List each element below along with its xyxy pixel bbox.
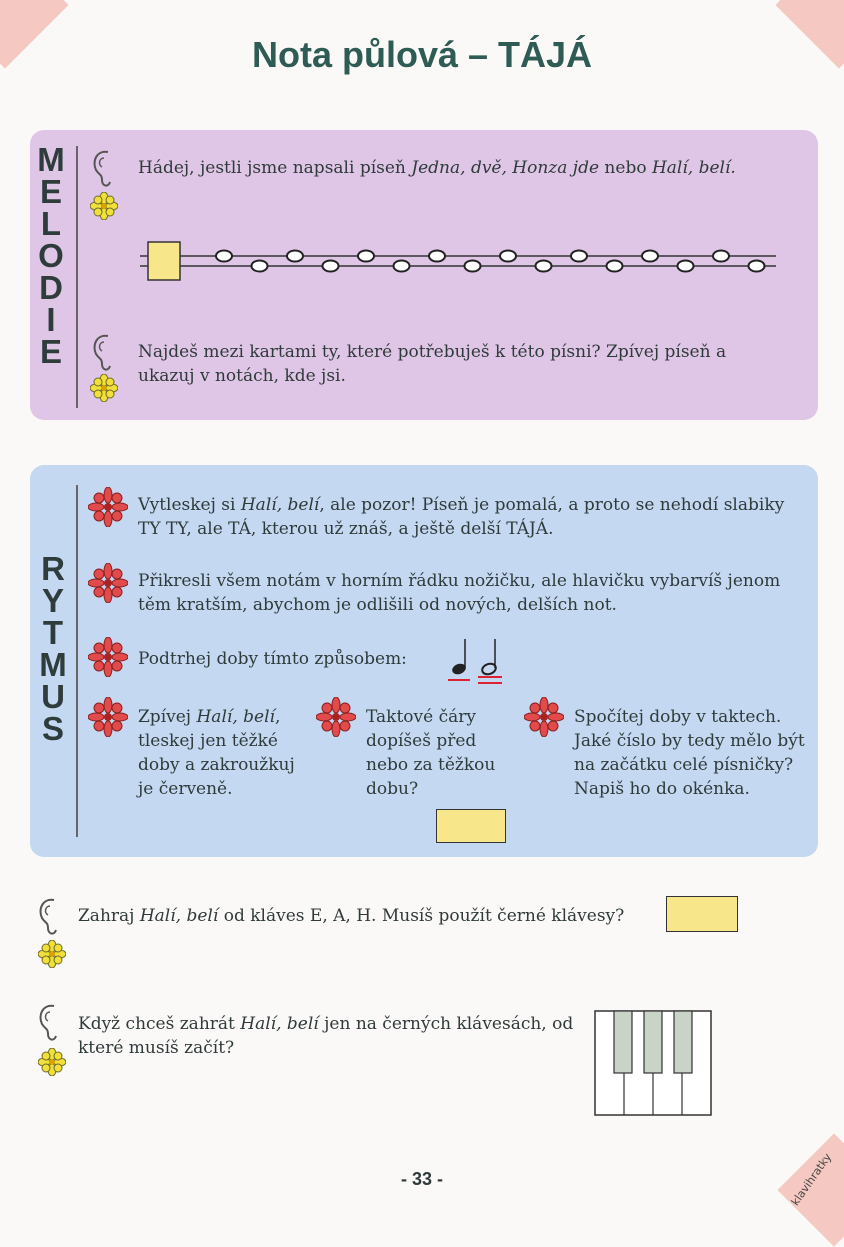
page-number: - 33 - bbox=[400, 1169, 443, 1189]
rytmus-divider bbox=[76, 485, 78, 837]
bottom-question-2: Když chceš zahrát Halí, belí jen na černých klávesách, od které musíš začít? bbox=[78, 1014, 574, 1058]
note-head[interactable] bbox=[678, 261, 694, 272]
staff-answer-box[interactable] bbox=[148, 242, 180, 280]
vertical-letter: T bbox=[42, 614, 64, 651]
red-flower-icon bbox=[88, 563, 128, 603]
melodie-vertical-label bbox=[36, 141, 66, 370]
note-example-icon bbox=[442, 635, 512, 687]
rytmus-item-1: Vytleskej si Halí, belí, ale pozor! Píseň je pomalá, a proto se nehodí slabiky TY TY, ale TÁ, kterou už znáš, a ještě delší TÁJÁ. bbox=[138, 495, 785, 539]
time-signature-answer-box[interactable] bbox=[436, 809, 506, 843]
vertical-letter: S bbox=[41, 710, 64, 747]
ear-icon bbox=[90, 148, 116, 192]
note-head[interactable] bbox=[536, 261, 552, 272]
rytmus-item-3: Podtrhej doby tímto způsobem: bbox=[138, 649, 407, 669]
vertical-letter: M bbox=[37, 141, 65, 178]
vertical-letter: O bbox=[38, 237, 64, 274]
red-flower-icon bbox=[88, 487, 128, 527]
rytmus-panel bbox=[30, 465, 818, 857]
yellow-flower-icon bbox=[38, 940, 66, 968]
note-head[interactable] bbox=[571, 251, 587, 262]
vertical-letter: E bbox=[39, 173, 62, 210]
vertical-letter: L bbox=[40, 205, 62, 242]
black-key[interactable] bbox=[644, 1011, 662, 1073]
note-head[interactable] bbox=[323, 261, 339, 272]
vertical-letter: R bbox=[41, 550, 65, 587]
note-head[interactable] bbox=[429, 251, 445, 262]
vertical-letter: M bbox=[39, 646, 67, 683]
note-head[interactable] bbox=[216, 251, 232, 262]
melodie-question-2: Najdeš mezi kartami ty, které potřebuješ k této písni? Zpívej píseň a ukazuj v notách, kde jsi. bbox=[138, 342, 727, 386]
rytmus-vertical-label bbox=[38, 550, 68, 747]
note-head[interactable] bbox=[358, 251, 374, 262]
rytmus-column-2: Taktové čáry dopíšeš před nebo za těžkou dobu? bbox=[366, 707, 496, 799]
note-head[interactable] bbox=[607, 261, 623, 272]
corner-label: klavihratky bbox=[788, 1150, 835, 1209]
note-head[interactable] bbox=[749, 261, 765, 272]
vertical-letter: Y bbox=[41, 582, 64, 619]
melodie-divider bbox=[76, 146, 78, 408]
note-head[interactable] bbox=[465, 261, 481, 272]
note-head[interactable] bbox=[642, 251, 658, 262]
note-head[interactable] bbox=[252, 261, 268, 272]
black-keys-answer-box[interactable] bbox=[666, 896, 738, 932]
note-head[interactable] bbox=[394, 261, 410, 272]
note-head[interactable] bbox=[287, 251, 303, 262]
vertical-letter: D bbox=[39, 269, 63, 306]
yellow-flower-icon bbox=[90, 192, 118, 220]
page-title: Nota půlová – TÁJÁ bbox=[251, 34, 593, 75]
bottom-question-1: Zahraj Halí, belí od kláves E, A, H. Musíš použít černé klávesy? bbox=[78, 906, 625, 926]
vertical-letter: U bbox=[41, 678, 65, 715]
yellow-flower-icon bbox=[90, 374, 118, 402]
ear-icon bbox=[36, 896, 62, 940]
red-flower-icon bbox=[524, 697, 564, 737]
rytmus-column-1: Zpívej Halí, belí, tleskej jen těžké doby a zakroužkuj je červeně. bbox=[138, 707, 295, 799]
black-key[interactable] bbox=[674, 1011, 692, 1073]
black-key[interactable] bbox=[614, 1011, 632, 1073]
note-head[interactable] bbox=[500, 251, 516, 262]
rytmus-item-2: Přikresli všem notám v horním řádku nožičku, ale hlavičku vybarvíš jenom těm kratším, abychom je odlišili od nových, delších not. bbox=[138, 571, 781, 615]
piano-keyboard[interactable] bbox=[594, 1010, 712, 1116]
melodie-question-1: Hádej, jestli jsme napsali píseň Jedna, dvě, Honza jde nebo Halí, belí. bbox=[138, 158, 736, 178]
red-flower-icon bbox=[88, 637, 128, 677]
rytmus-column-3: Spočítej doby v taktech. Jaké číslo by tedy mělo být na začátku celé písničky? Napiš ho do okénka. bbox=[574, 707, 805, 799]
vertical-letter: I bbox=[46, 301, 56, 338]
note-staff bbox=[140, 240, 780, 284]
yellow-flower-icon bbox=[38, 1048, 66, 1076]
red-flower-icon bbox=[316, 697, 356, 737]
vertical-letter: E bbox=[39, 333, 62, 370]
ear-icon bbox=[36, 1002, 62, 1046]
red-flower-icon bbox=[88, 697, 128, 737]
ear-icon bbox=[90, 332, 116, 376]
melodie-panel bbox=[30, 130, 818, 420]
note-head[interactable] bbox=[713, 251, 729, 262]
